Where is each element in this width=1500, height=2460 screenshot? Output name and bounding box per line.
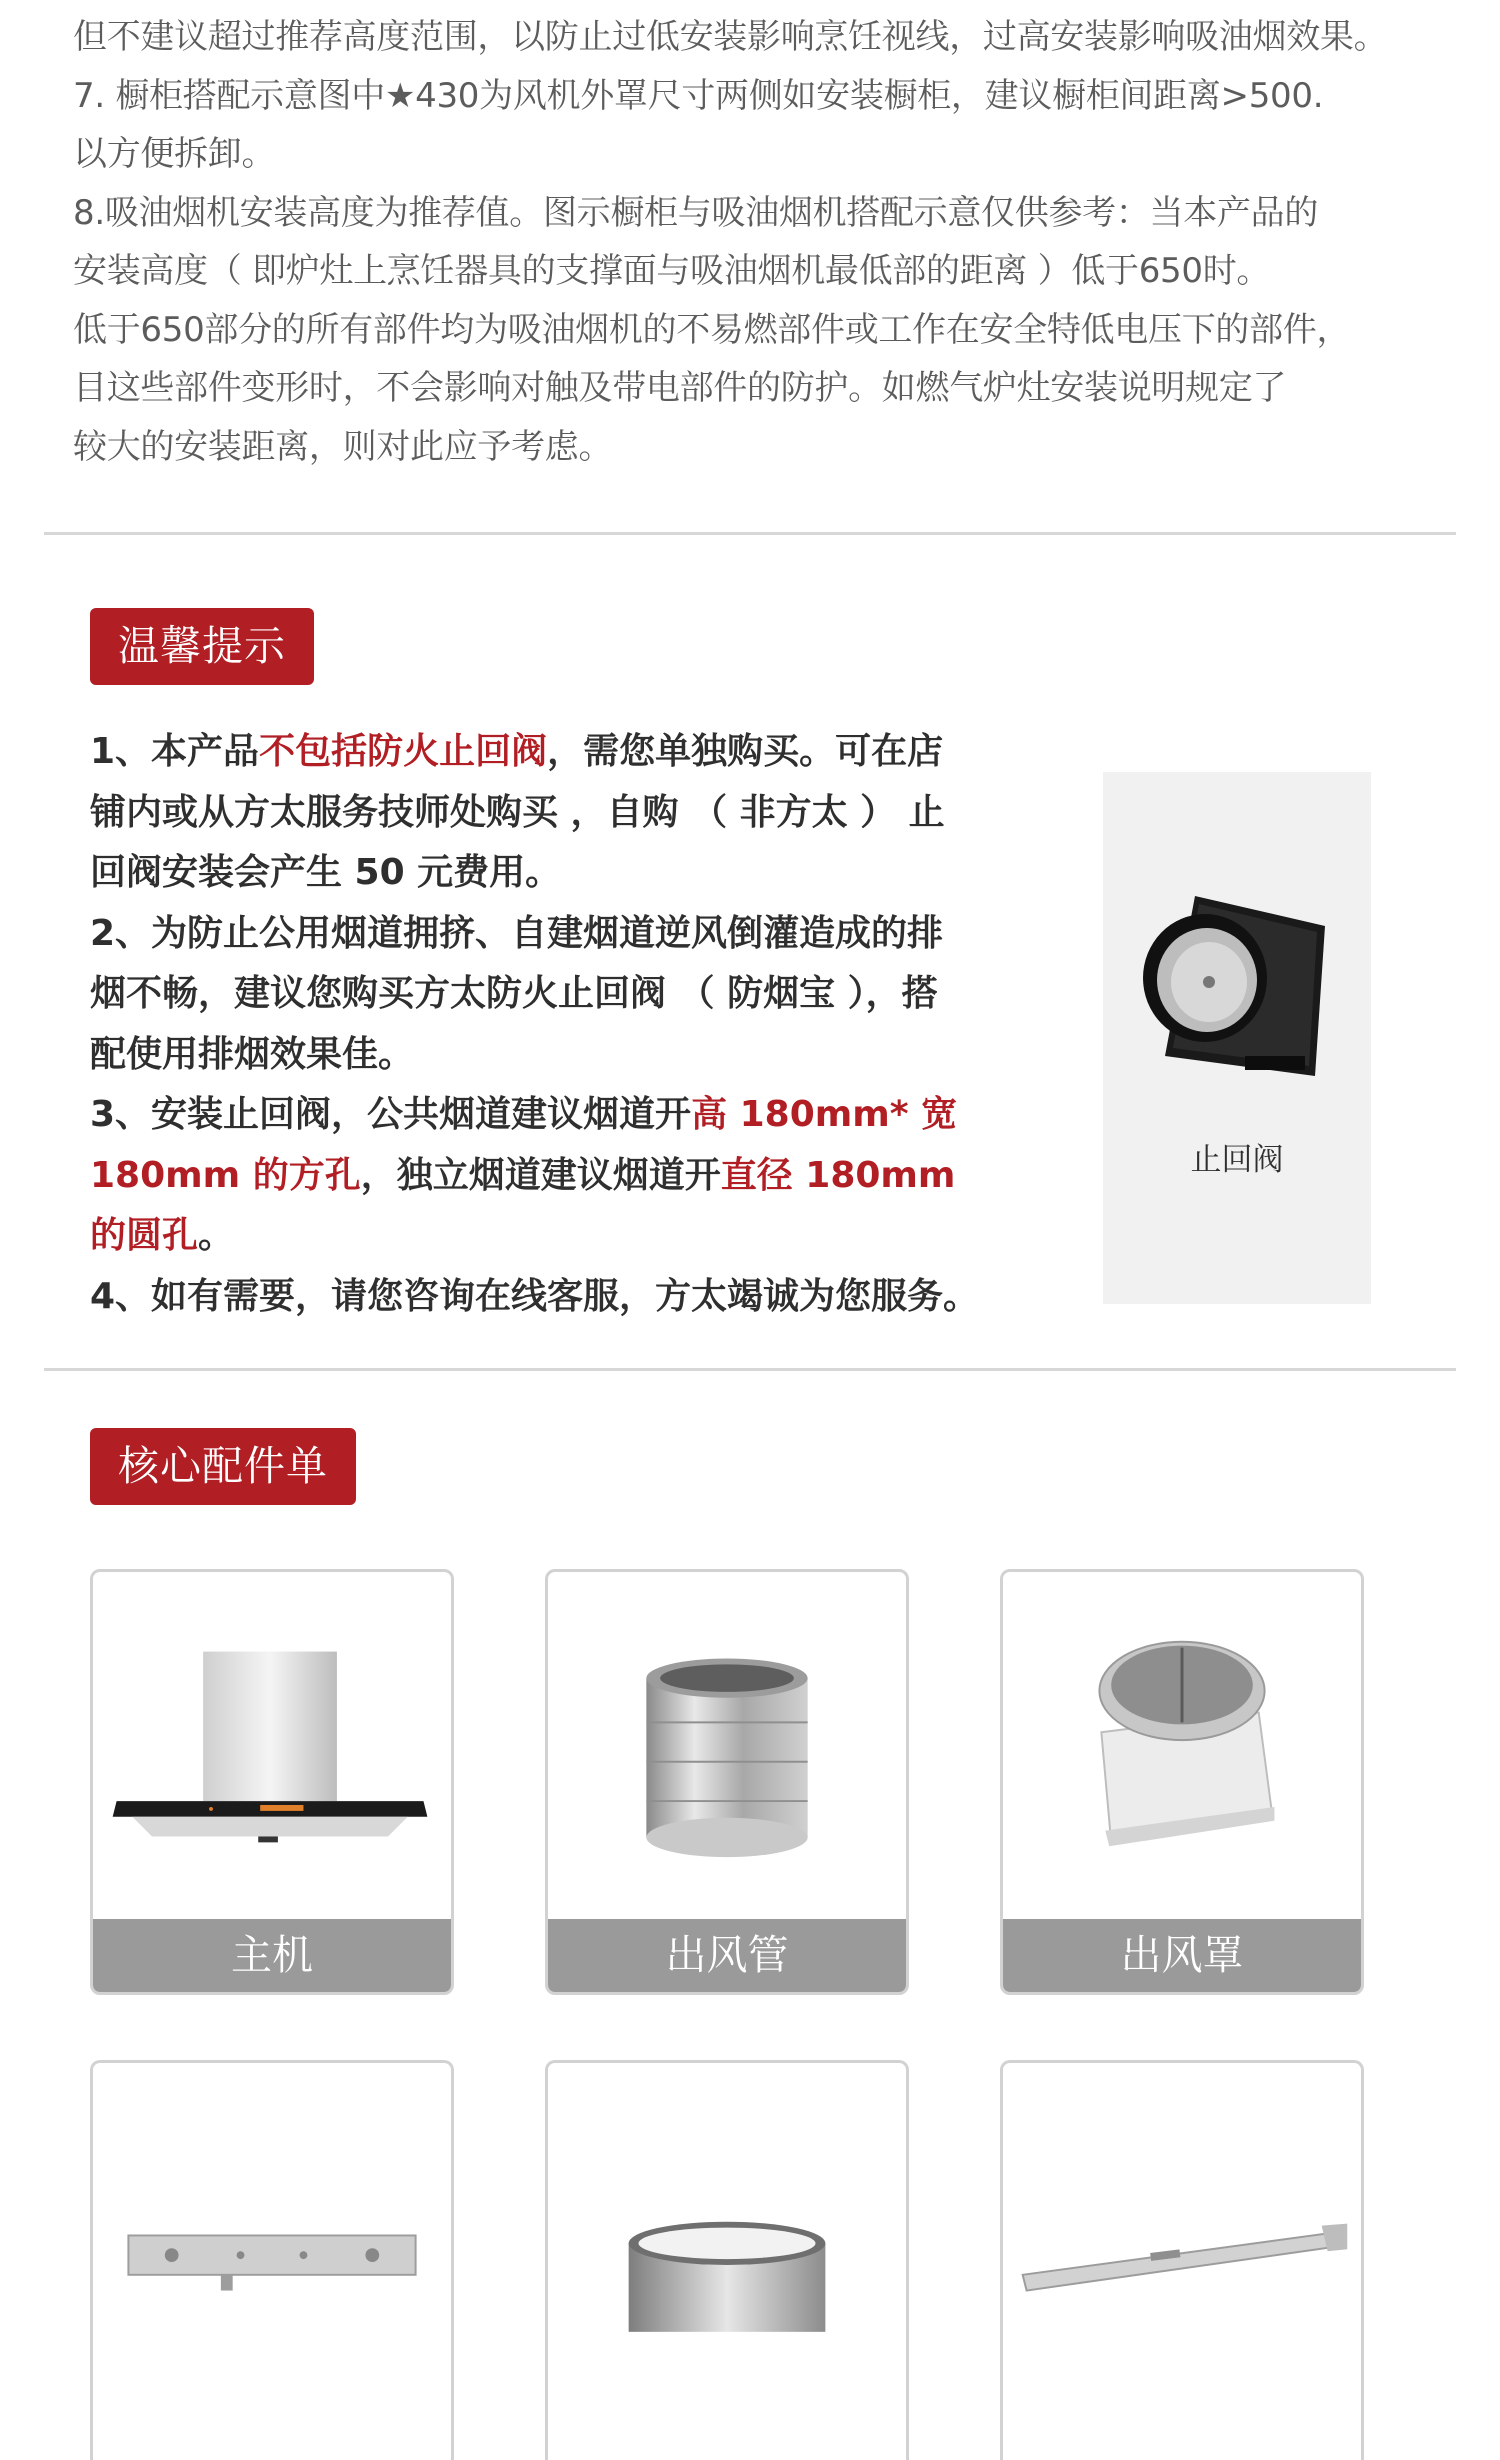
tip-line: 铺内或从方太服务技师处购买 ，自购 （ 非方太 ） 止 [90, 791, 945, 833]
accessories-section-title: 核心配件单 [90, 1428, 356, 1505]
intro-line: 安装高度（ 即炉灶上烹饪器具的支撑面与吸油烟机最低部的距离 ）低于650时。 [73, 251, 1271, 291]
intro-line: 较大的安装距离，则对此应予考虑。 [73, 426, 613, 467]
intro-line: 8.吸油烟机安装高度为推荐值。图示橱柜与吸油烟机搭配示意仅供参考：当本产品的 [73, 192, 1319, 233]
tip-line: 3、安装止回阀，公共烟道建议烟道开高 180mm* 宽 [90, 1094, 958, 1135]
metal-ring-image [548, 2063, 906, 2460]
section-divider [44, 532, 1456, 535]
accessory-card-duct [545, 1569, 909, 1995]
exhaust-duct-image [548, 1572, 906, 1919]
tips-list [90, 722, 1010, 1327]
tip-highlight: 180mm 的方孔 [90, 1154, 361, 1196]
intro-line: 7. 橱柜搭配示意图中★430为风机外罩尺寸两侧如安装橱柜，建议橱柜间距离>500. [73, 75, 1324, 116]
intro-line: 但不建议超过推荐高度范围，以防止过低安装影响烹饪视线，过高安装影响吸油烟效果。 [73, 17, 1388, 57]
intro-notes [73, 8, 1493, 476]
check-valve-panel [1103, 772, 1371, 1304]
accessory-card-rail [1000, 2060, 1364, 2460]
accessory-card-main-unit [90, 1569, 454, 1995]
accessory-caption: 出风罩 [1003, 1919, 1361, 1992]
tip-line: 2、为防止公用烟道拥挤、自建烟道逆风倒灌造成的排 [90, 912, 944, 954]
tip-line: 180mm 的方孔，独立烟道建议烟道开直径 180mm [90, 1154, 956, 1196]
outlet-cover-image [1003, 1572, 1361, 1919]
tip-line: 配使用排烟效果佳。 [90, 1033, 415, 1075]
check-valve-image [1125, 886, 1349, 1106]
tip-highlight: 高 180mm* 宽 [691, 1094, 958, 1135]
tip-highlight: 直径 180mm [720, 1154, 956, 1196]
accessory-caption: 出风管 [548, 1919, 906, 1992]
tip-line: 烟不畅，建议您购买方太防火止回阀 （ 防烟宝 ），搭 [90, 973, 938, 1014]
tip-line: 回阀安装会产生 50 元费用。 [90, 852, 562, 893]
tip-line: 1、本产品不包括防火止回阀，需您单独购买。可在店 [90, 731, 944, 772]
accessory-card-outlet-cover [1000, 1569, 1364, 1995]
accessory-card-bracket [90, 2060, 454, 2460]
tips-section-title: 温馨提示 [90, 608, 314, 685]
intro-line: 目这些部件变形时，不会影响对触及带电部件的防护。如燃气炉灶安装说明规定了 [73, 368, 1287, 408]
tip-highlight: 不包括防火止回阀 [259, 731, 548, 772]
accessory-card-ring [545, 2060, 909, 2460]
intro-line: 低于650部分的所有部件均为吸油烟机的不易燃部件或工作在安全特低电压下的部件， [73, 309, 1351, 350]
check-valve-caption: 止回阀 [1190, 1142, 1284, 1178]
tip-line: 的圆孔。 [90, 1215, 235, 1256]
intro-line: 以方便拆卸。 [73, 134, 276, 174]
wall-bracket-image [93, 2063, 451, 2460]
tip-highlight: 的圆孔 [90, 1215, 199, 1256]
range-hood-image [93, 1572, 451, 1919]
accessory-caption: 主机 [93, 1919, 451, 1992]
section-divider [44, 1368, 1456, 1371]
tip-line: 4、如有需要，请您咨询在线客服，方太竭诚为您服务。 [90, 1275, 980, 1317]
mounting-rail-image [1003, 2063, 1361, 2460]
